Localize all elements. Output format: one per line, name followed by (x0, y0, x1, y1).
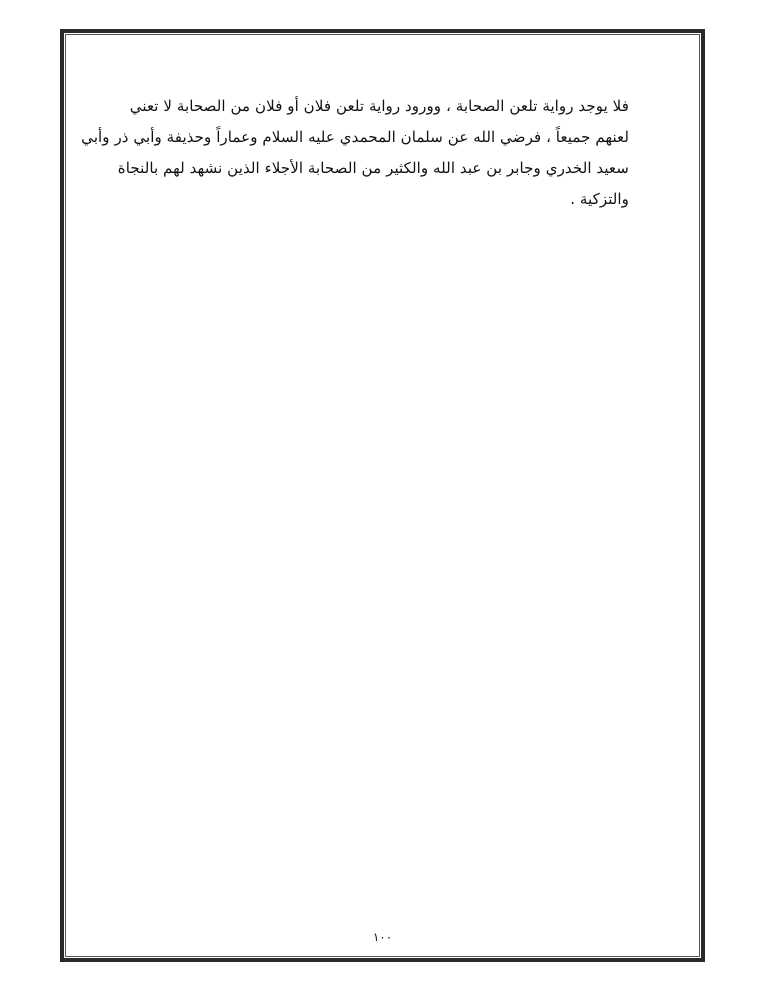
text-line-2: لعنهم جميعاً ، فرضي الله عن سلمان المحمدي عليه السلام وعماراً وحذيفة وأبي ذر وأبي (81, 128, 629, 146)
body-text (81, 91, 629, 215)
page-frame (60, 29, 705, 962)
text-line-1: فلا يوجد رواية تلعن الصحابة ، وورود رواية تلعن فلان أو فلان من الصحابة لا تعني (129, 97, 629, 115)
text-line-4: والتزكية . (570, 190, 629, 208)
page-number: ١٠٠ (372, 930, 393, 944)
text-line-3: سعيد الخدري وجابر بن عبد الله والكثير من الصحابة الأجلاء الذين نشهد لهم بالنجاة (117, 159, 629, 177)
